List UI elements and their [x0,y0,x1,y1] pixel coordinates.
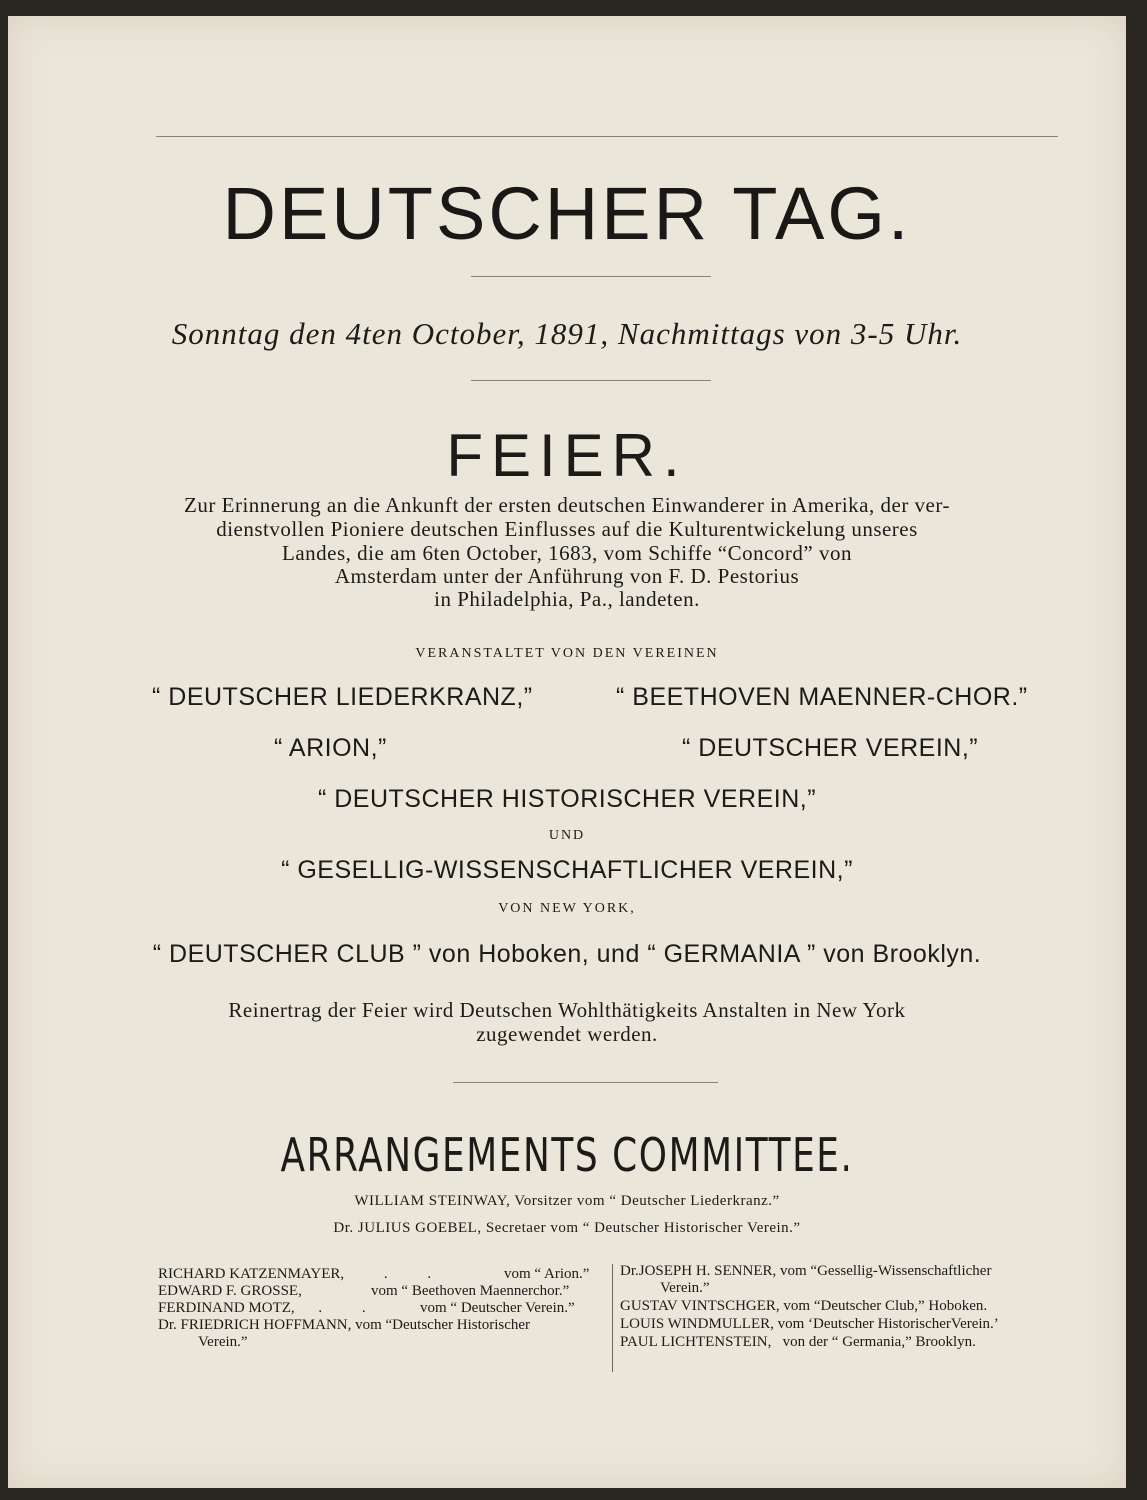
member-club: vom “ Beethoven Maennerchor.” [371,1283,570,1299]
proceeds-line-2: zugewendet werden. [476,1022,658,1046]
society-club-germania: “ DEUTSCHER CLUB ” von Hoboken, und “ GERMANIA ” von Brooklyn. [152,940,982,968]
member-senner-cont: Verein.” [660,1280,710,1296]
description-line-3: Landes, die am 6ten October, 1683, vom Schiffe “Concord” von [282,541,852,565]
member-name: FERDINAND MOTZ, [158,1300,295,1316]
member-dots: . . [383,1266,450,1282]
member-club: vom “ Arion.” [504,1266,590,1282]
member-name: Dr. FRIEDRICH HOFFMANN, vom “Deutscher Historischer [158,1317,531,1333]
von-new-york: VON NEW YORK, [498,901,636,916]
committee-heading: ARRANGEMENTS COMMITTEE. [280,1128,854,1182]
member-hoffmann-cont: Verein.” [198,1334,248,1350]
society-beethoven: “ BEETHOVEN MAENNER-CHOR.” [616,683,1028,711]
member-club: vom “ Deutscher Verein.” [420,1300,575,1316]
member-vintschger: GUSTAV VINTSCHGER, vom “Deutscher Club,” Hoboken. [620,1298,988,1314]
description-line-5: in Philadelphia, Pa., landeten. [434,587,700,611]
program-page [8,16,1126,1488]
top-rule [156,136,1058,137]
member-grosse [158,1283,570,1300]
member-senner: Dr.JOSEPH H. SENNER, vom “Gessellig-Wissenschaftlicher [620,1263,992,1279]
organized-by: VERANSTALTET VON DEN VEREINEN [415,646,719,661]
und-label: UND [548,828,586,843]
member-name: RICHARD KATZENMAYER, [158,1266,345,1282]
committee-column-divider [612,1264,613,1372]
proceeds-line-1: Reinertrag der Feier wird Deutschen Wohlthätigkeits Anstalten in New York [228,998,906,1022]
feier-heading: FEIER. [446,422,688,489]
member-windmuller: LOUIS WINDMULLER, vom ‘Deutscher HistorischerVerein.’ [620,1316,999,1332]
divider-2 [471,380,711,381]
chair-secretary: Dr. JULIUS GOEBEL, Secretaer vom “ Deutscher Historischer Verein.” [333,1220,801,1236]
divider-3 [453,1082,718,1083]
member-motz [158,1300,575,1317]
description-line-1: Zur Erinnerung an die Ankunft der ersten deutschen Einwanderer in Amerika, der ver- [184,493,950,517]
member-hoffmann [158,1317,530,1334]
society-deutscher-verein: “ DEUTSCHER VEREIN,” [682,734,979,762]
society-gesellig: “ GESELLIG-WISSENSCHAFTLICHER VEREIN,” [281,856,853,884]
member-katzenmayer [158,1266,590,1283]
member-lichtenstein: PAUL LICHTENSTEIN, von der “ Germania,” Brooklyn. [620,1334,976,1350]
society-historischer: “ DEUTSCHER HISTORISCHER VEREIN,” [317,785,817,813]
date-line: Sonntag den 4ten October, 1891, Nachmittags von 3-5 Uhr. [171,316,963,351]
description-line-4: Amsterdam unter der Anführung von F. D. Pestorius [334,564,800,588]
member-dots: . . [318,1300,384,1316]
member-name: EDWARD F. GROSSE, [158,1283,302,1299]
society-liederkranz: “ DEUTSCHER LIEDERKRANZ,” [152,683,533,711]
society-arion: “ ARION,” [274,734,387,762]
divider-1 [471,276,711,277]
chair-president: WILLIAM STEINWAY, Vorsitzer vom “ Deutscher Liederkranz.” [354,1193,780,1209]
description-line-2: dienstvollen Pioniere deutschen Einflusses auf die Kulturentwickelung unseres [216,517,918,541]
page-title: DEUTSCHER TAG. [222,172,912,255]
